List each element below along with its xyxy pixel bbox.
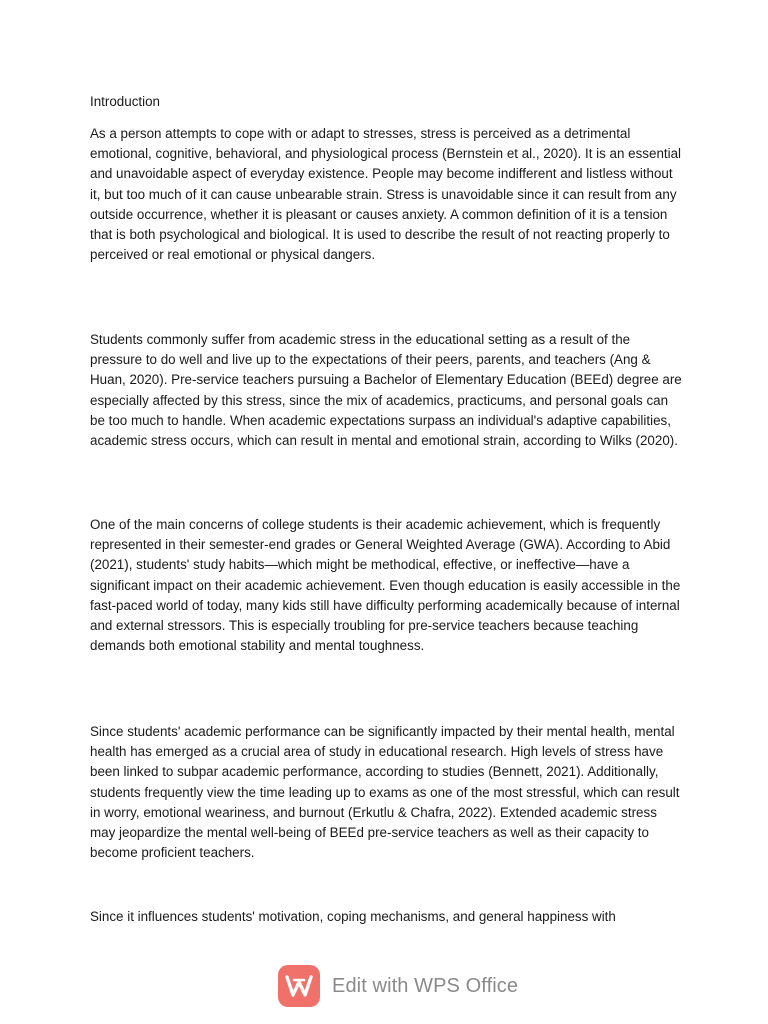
wps-watermark[interactable] <box>278 964 518 1008</box>
paragraph-5: Since it influences students' motivation, coping mechanisms, and general happiness with <box>90 909 616 924</box>
wps-watermark-text: Edit with WPS Office <box>332 974 519 997</box>
document-body <box>90 92 682 924</box>
paragraph-4: Since students' academic performance can be significantly impacted by their mental health, mental health has emerged as a crucial area of study in educational research. High levels of stress have been linked to subpar academic performance, according to studies (Bennett, 2021). Additionally, students frequently view the time leading up to exams as one of the most stressful, which can result in worry, emotional weariness, and burnout (Erkutlu & Chafra, 2022). Extended academic stress may jeopardize the mental well-being of BEEd pre-service teachers as well as their capacity to become proficient teachers. <box>90 724 680 861</box>
wps-logo-icon <box>278 965 320 1007</box>
paragraph-3: One of the main concerns of college students is their academic achievement, which is frequently represented in their semester-end grades or General Weighted Average (GWA). According to Abid (2021), students' study habits—which might be methodical, effective, or ineffective—have a significant impact on their academic achievement. Even though education is easily accessible in the fast-paced world of today, many kids still have difficulty performing academically because of internal and external stressors. This is especially troubling for pre-service teachers because teaching demands both emotional stability and mental toughness. <box>90 517 681 654</box>
paragraph-1: As a person attempts to cope with or adapt to stresses, stress is perceived as a detrimental emotional, cognitive, behavioral, and physiological process (Bernstein et al., 2020). It is an essential and unavoidable aspect of everyday existence. People may become indifferent and listless without it, but too much of it can cause unbearable strain. Stress is unavoidable since it can result from any outside occurrence, whether it is pleasant or causes anxiety. A common definition of it is a tension that is both psychological and biological. It is used to describe the result of not reacting properly to perceived or real emotional or physical dangers. <box>90 126 682 263</box>
section-heading: Introduction <box>90 94 160 109</box>
paragraph-2: Students commonly suffer from academic stress in the educational setting as a result of the pressure to do well and live up to the expectations of their peers, parents, and teachers (Ang & Huan, 2020). Pre-service teachers pursuing a Bachelor of Elementary Education (BEEd) degree are especially affected by this stress, since the mix of academics, practicums, and personal goals can be too much to handle. When academic expectations surpass an individual's adaptive capabilities, academic stress occurs, which can result in mental and emotional strain, according to Wilks (2020). <box>90 332 682 449</box>
